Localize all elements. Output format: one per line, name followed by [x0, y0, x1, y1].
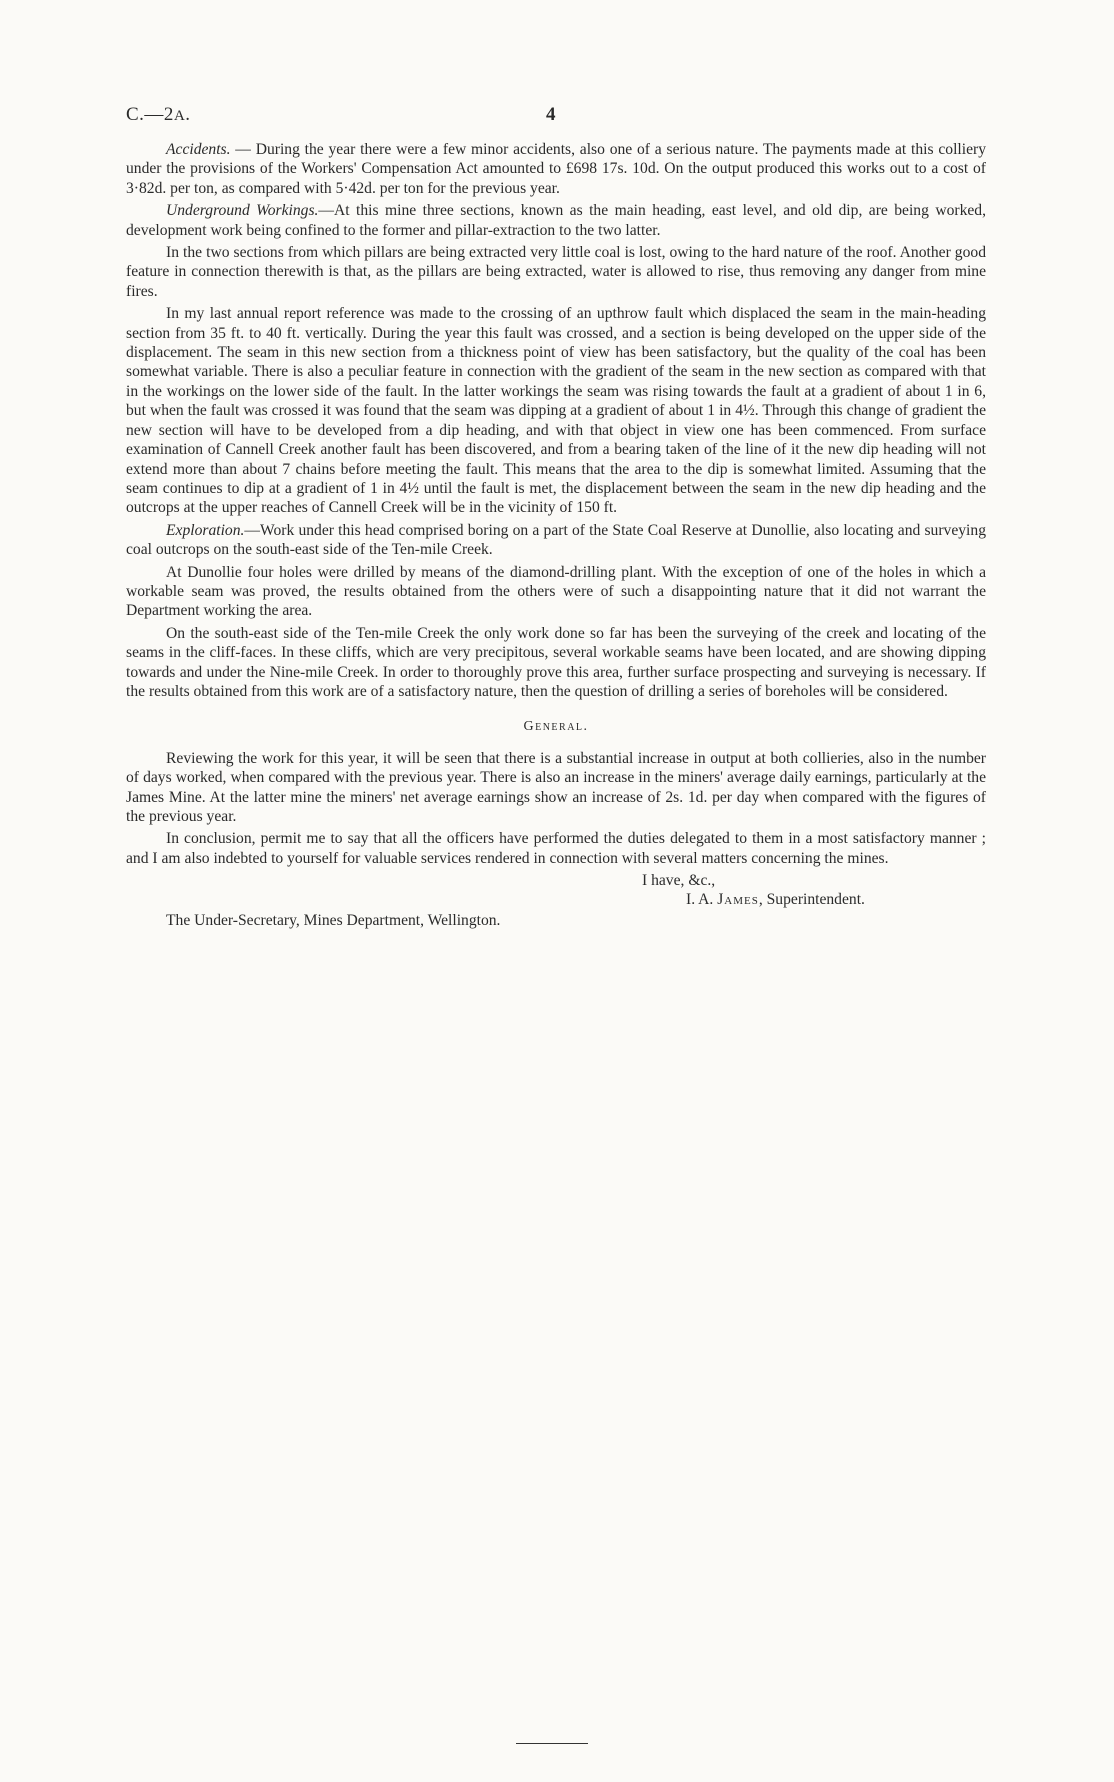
paragraph-text: —Work under this head comprised boring on a part of the State Coal Reserve at Dunollie, also locating and surveying coal outcrops on the south-east side of the Ten-mile Creek.: [126, 521, 986, 559]
paragraph-text: In the two sections from which pillars are being extracted very little coal is lost, owing to the hard nature of the roof. Another good feature in connection therewith is that, as the pillars are being extracted, water is allowed to rise, thus removing any danger from mine fires.: [126, 244, 986, 300]
section-heading-general: General.: [523, 719, 589, 735]
signature: I. A. James, Superintendent.: [686, 891, 865, 909]
report-body: [126, 140, 986, 935]
paragraph-text: — During the year there were a few minor accidents, also one of a serious nature. The payments made at this colliery under the provisions of the Workers' Compensation Act amounted to £698 17s. 10d. On the output produced this works out to a cost of 3·82d. per ton, as compared with 5·42d. per ton for the previous year.: [126, 141, 986, 197]
paragraph-ten-mile-creek: [126, 624, 986, 702]
paragraph-lead: Underground Workings.: [166, 202, 319, 220]
addressee: The Under-Secretary, Mines Department, Wellington.: [166, 912, 501, 930]
paragraph-conclusion: In conclusion, permit me to say that all the officers have performed the duties delegated to them in a most satisfactory manner ; and I am also indebted to yourself for valuable services rendered in connection with several matters concerning the mines.: [126, 830, 986, 867]
page-number: 4: [546, 104, 556, 125]
paragraph-lead: Exploration.: [166, 521, 245, 539]
paragraph-accidents: [126, 140, 986, 198]
paragraph-text: In my last annual report reference was made to the crossing of an upthrow fault which displaced the seam in the main-heading section from 35 ft. to 40 ft. vertically. During the year this fault was crossed, and a section is being developed on the upper side of the displacement. The seam in this new section from a thickness point of view has been satisfactory, but the quality of the coal has been somewhat variable. There is also a peculiar feature in connection with the gradient of the seam in the new section as compared with that in the workings on the lower side of the fault. In the latter workings the seam was rising towards the fault at a gradient of about 1 in 6, but when the fault was crossed it was found that the seam was dipping at a gradient of about 1 in 4½. Through this change of gradient the new section will have to be developed from a dip heading, and with that object in view one has been commenced. From surface examination of Cannell Creek another fault has been discovered, and from a bearing taken of the line of it the new dip heading will not extend more than about 7 chains before meeting the fault. This means that the area to the dip is somewhat limited. Assuming that the seam continues to dip at a gradient of 1 in 4½ until the fault is met, the displacement between the seam in the new dip heading and the outcrops at the upper reaches of Cannell Creek will be in the vicinity of 150 ft.: [126, 305, 986, 517]
paragraph-dunollie: [126, 563, 986, 621]
document-reference: C.—2A.: [126, 104, 191, 125]
paragraph-text: —At this mine three sections, known as the main heading, east level, and old dip, are being worked, development work being confined to the former and pillar-extraction to the two latter.: [126, 202, 986, 239]
paragraph-pillars: [126, 243, 986, 301]
paragraph-exploration: [126, 521, 986, 560]
paragraph-upthrow-fault: [126, 304, 986, 517]
closing-block: [126, 871, 986, 935]
page-header: [126, 104, 986, 130]
paragraph-text: At Dunollie four holes were drilled by means of the diamond-drilling plant. With the exception of one of the holes in which a workable seam was proved, the results obtained from the others were of such a disappointing nature that it did not warrant the Department working the area.: [126, 563, 986, 620]
salutation: I have, &c.,: [642, 872, 716, 890]
paragraph-lead: Accidents.: [166, 141, 231, 158]
paragraph-general-review: Reviewing the work for this year, it will be seen that there is a substantial increase in output at both collieries, also in the number of days worked, when compared with the previous year. There is also an increase in the miners' average daily earnings, particularly at the James Mine. At the latter mine the miners' net average earnings show an increase of 2s. 1d. per day when compared with the figures of the previous year.: [126, 749, 986, 825]
paragraph-underground-workings: [126, 201, 986, 240]
end-rule: [516, 1743, 588, 1744]
paragraph-text: On the south-east side of the Ten-mile Creek the only work done so far has been the surveying of the creek and locating of the seams in the cliff-faces. In these cliffs, which are very precipitous, several workable seams have been located, and are showing dipping towards and under the Nine-mile Creek. In order to thoroughly prove this area, further surface prospecting and surveying is necessary. If the results obtained from this work are of a satisfactory nature, then the question of drilling a series of boreholes will be considered.: [126, 624, 986, 700]
